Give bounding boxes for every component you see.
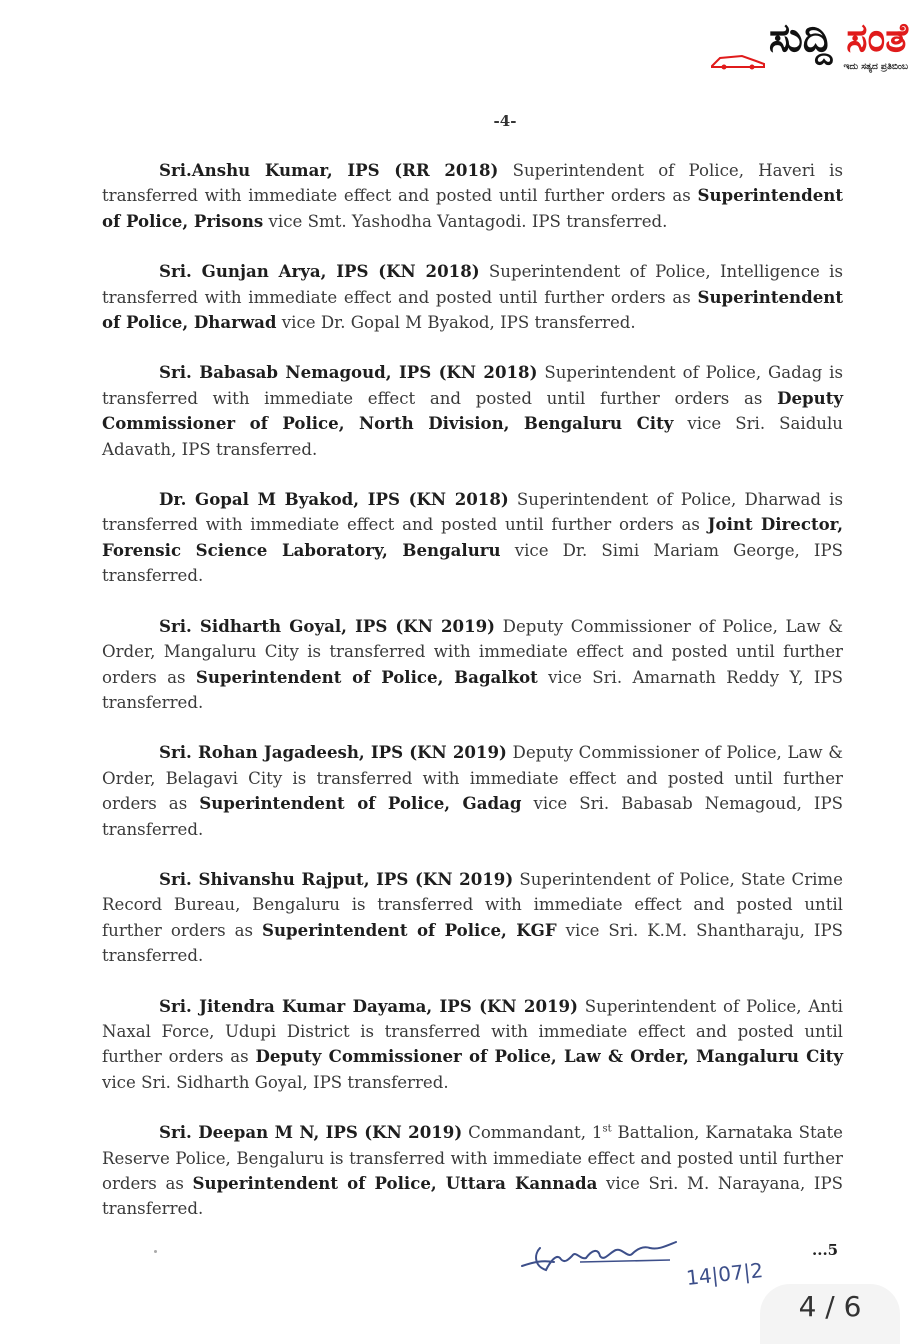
bold-text: Sri. Gunjan Arya, IPS (KN 2018) (159, 261, 480, 282)
page-counter-text: 4 / 6 (798, 1290, 862, 1323)
paragraph-text: Commandant, 1 (462, 1123, 603, 1143)
bold-text: Superintendent of Police, Uttara Kannada (192, 1173, 598, 1193)
transfer-paragraph (102, 259, 843, 335)
transfer-paragraph (102, 158, 843, 234)
transfer-paragraph (102, 360, 843, 462)
bold-text: Superintendent of Police, Bagalkot (195, 666, 538, 687)
continuation-marker: ...5 (812, 1241, 839, 1259)
paragraph-text: vice Smt. Yashodha Vantagodi. IPS transferred. (263, 211, 668, 231)
paragraph-text: st (602, 1123, 612, 1135)
paragraph-text: Superintendent of Police, State Crime Record Bureau, Bengaluru is transferred with immediate effect and posted until further orders as (102, 869, 843, 940)
transfer-paragraph (102, 867, 843, 969)
paragraph-text: vice Sri. Sidharth Goyal, IPS transferred. (102, 1072, 449, 1092)
bold-text: Sri. Jitendra Kumar Dayama, IPS (KN 2019) (159, 995, 578, 1016)
signature-icon (520, 1236, 690, 1276)
paragraph-text: Deputy Commissioner of Police, Law & Order, Belagavi City is transferred with immediate effect and posted until further orders as (102, 743, 843, 814)
page-counter (760, 1284, 900, 1344)
paragraph-text: vice Dr. Gopal M Byakod, IPS transferred. (276, 313, 636, 333)
transfer-paragraph (102, 614, 843, 716)
paragraph-text: Superintendent of Police, Intelligence is transferred with immediate effect and posted until further orders as (102, 262, 843, 307)
logo-word-sante: ಸಂತೆ (846, 15, 908, 61)
paragraph-text: vice Sri. Saidulu Adavath, IPS transferred. (102, 414, 843, 459)
signature-date: 14|07|2 (684, 1258, 765, 1290)
paragraph-text: Deputy Commissioner of Police, Law & Order, Mangaluru City is transferred with immediate effect and posted until further orders as (102, 616, 843, 687)
bold-text: Dr. Gopal M Byakod, IPS (KN 2018) (159, 489, 509, 510)
bold-text: Sri. Shivanshu Rajput, IPS (KN 2019) (159, 868, 514, 889)
bold-text: Sri. Sidharth Goyal, IPS (KN 2019) (159, 615, 496, 636)
document-body (102, 158, 843, 1247)
bold-text: Deputy Commissioner of Police, North Division, Bengaluru City (102, 387, 843, 434)
bold-text: Superintendent of Police, Gadag (199, 793, 522, 814)
paragraph-text: vice Sri. Amarnath Reddy Y, IPS transferred. (102, 667, 843, 712)
paragraph-text: Superintendent of Police, Haveri is transferred with immediate effect and posted until further orders as (102, 161, 843, 206)
transfer-paragraph (102, 1120, 843, 1222)
bold-text: Sri. Deepan M N, IPS (KN 2019) (159, 1122, 463, 1143)
logo-word-suddi: ಸುದ್ದಿ (768, 15, 833, 61)
bold-text: Joint Director, Forensic Science Laboratory, Bengaluru (102, 514, 843, 560)
paragraph-text: Superintendent of Police, Gadag is transferred with immediate effect and posted until further orders as (102, 363, 843, 408)
paragraph-text: vice Sri. M. Narayana, IPS transferred. (102, 1174, 844, 1219)
bold-text: Deputy Commissioner of Police, Law & Order, Mangaluru City (255, 1046, 843, 1067)
transfer-paragraph (102, 740, 843, 842)
speck (154, 1250, 157, 1253)
logo (708, 14, 908, 74)
bold-text: Superintendent of Police, Prisons (102, 185, 843, 231)
paragraph-text: Superintendent of Police, Dharwad is transferred with immediate effect and posted until further orders as (102, 490, 843, 535)
paragraph-text: Superintendent of Police, Anti Naxal Force, Udupi District is transferred with immediate effect and posted until further orders as (102, 996, 843, 1067)
bold-text: Sri. Rohan Jagadeesh, IPS (KN 2019) (159, 742, 507, 763)
logo-tagline: ಇದು ಸತ್ಯದ ಪ್ರತಿಬಿಂಬ (843, 62, 908, 72)
paragraph-text: vice Sri. K.M. Shantharaju, IPS transferred. (102, 920, 843, 966)
bold-text: Sri.Anshu Kumar, IPS (RR 2018) (159, 160, 499, 180)
bold-text: Superintendent of Police, KGF (262, 919, 557, 940)
transfer-paragraph (102, 994, 843, 1096)
paragraph-text: vice Dr. Simi Mariam George, IPS transferred. (102, 540, 843, 586)
paragraph-text: Battalion, Karnataka State Reserve Police, Bengaluru is transferred with immediate effect and posted until further orders as (102, 1123, 844, 1193)
bold-text: Sri. Babasab Nemagoud, IPS (KN 2018) (159, 362, 538, 383)
bold-text: Superintendent of Police, Dharwad (102, 286, 843, 333)
page-marker: -4- (493, 112, 517, 130)
paragraph-text: vice Sri. Babasab Nemagoud, IPS transferred. (102, 794, 843, 839)
car-icon (708, 52, 768, 70)
transfer-paragraph (102, 487, 843, 589)
